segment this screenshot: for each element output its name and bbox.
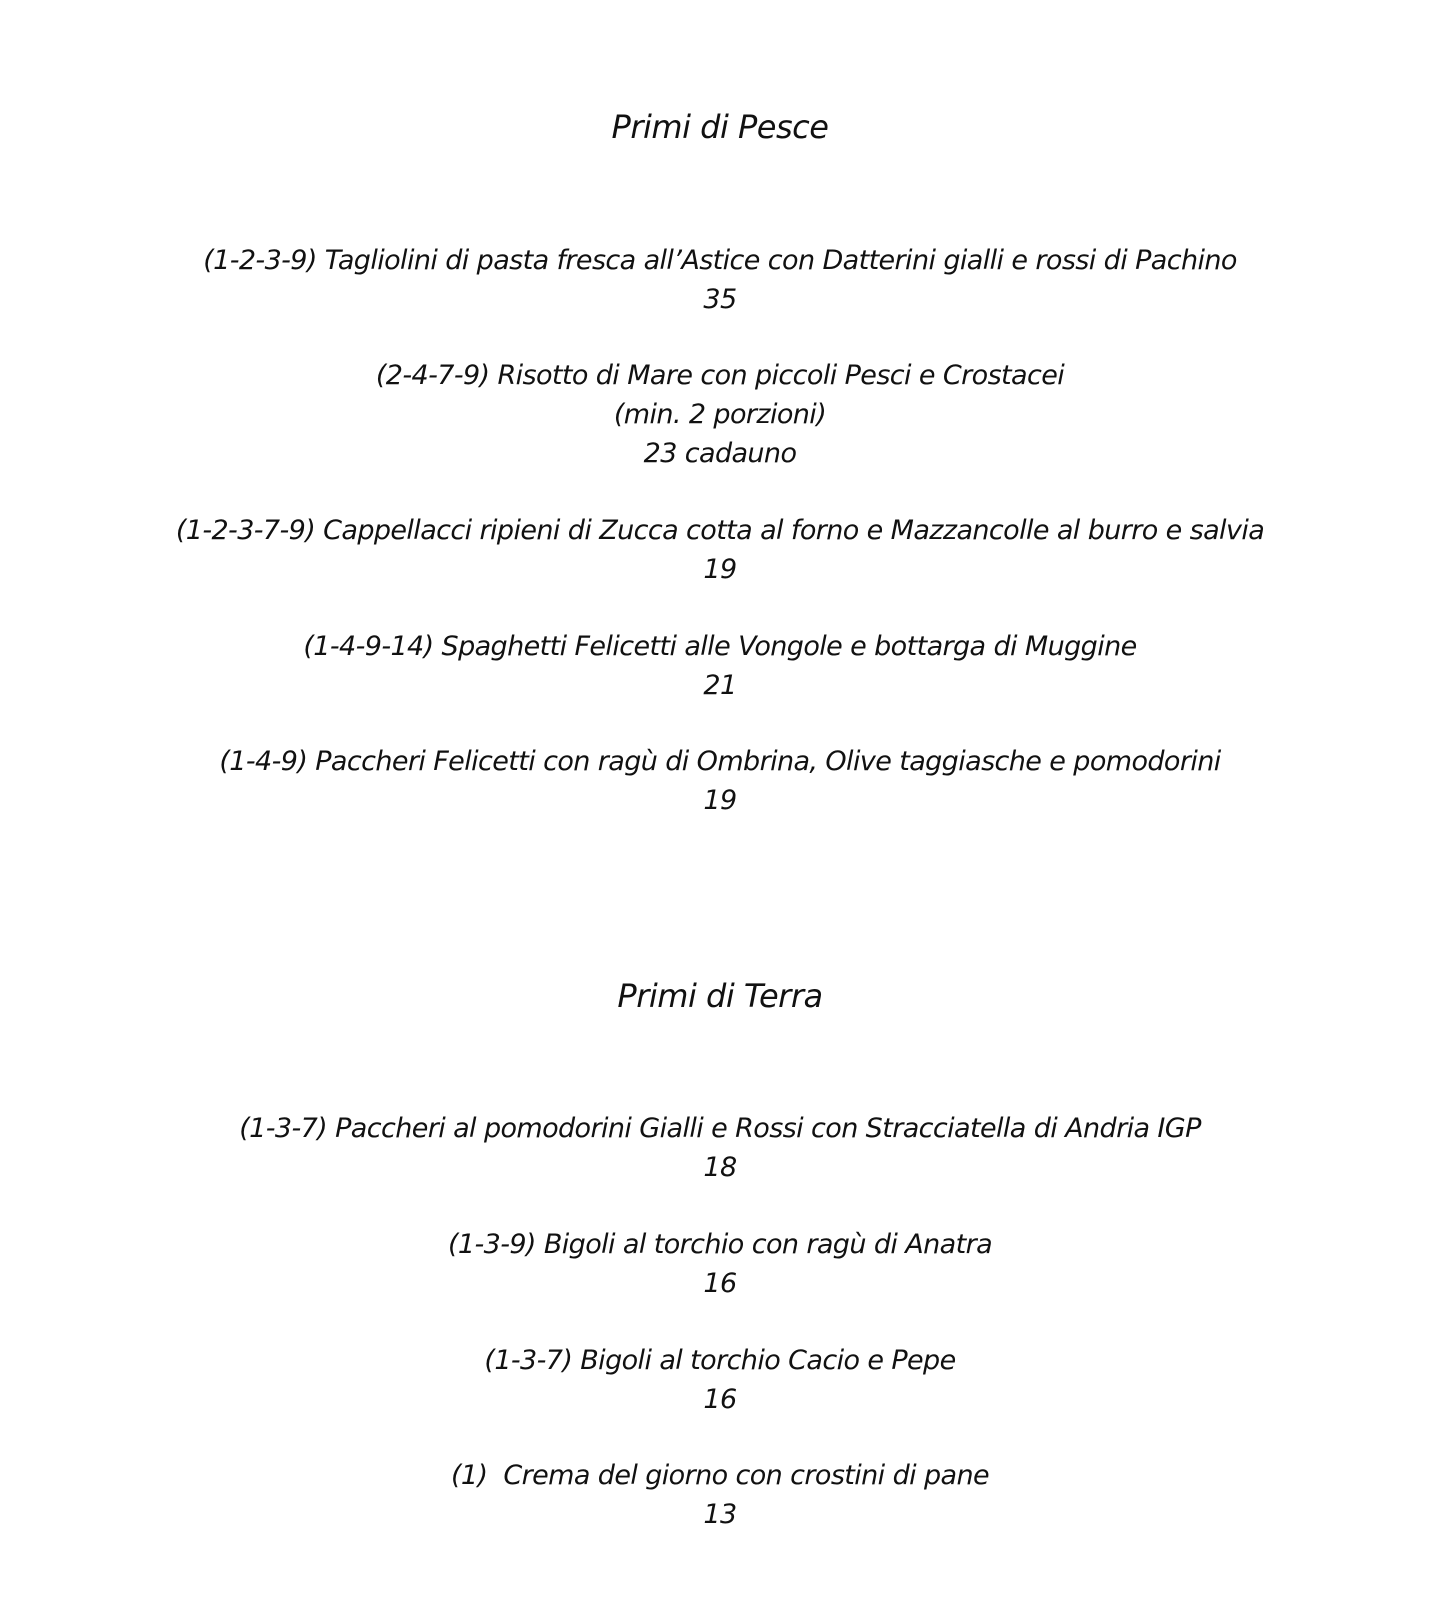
dish-price: 19 [703,785,737,816]
dish-name: (1-3-7) Bigoli al torchio Cacio e Pepe [484,1345,956,1376]
menu-item-bigoli-cacio-pepe [0,1341,1440,1419]
dish-price: 23 cadauno [643,438,797,469]
menu-item-risotto-di-mare [0,356,1440,473]
dish-price: 18 [703,1152,737,1183]
dish-price: 35 [703,284,737,315]
section-title-primi-di-pesce: Primi di Pesce [611,108,829,146]
menu-item-bigoli-anatra [0,1225,1440,1303]
dish-price: 21 [703,670,737,701]
dish-note: (min. 2 porzioni) [613,399,827,430]
menu-item-paccheri-stracciatella [0,1109,1440,1187]
menu-item-tagliolini [0,241,1440,319]
menu-item-cappellacci [0,511,1440,589]
dish-price: 19 [703,554,737,585]
menu-item-spaghetti-vongole [0,627,1440,705]
dish-name: (2-4-7-9) Risotto di Mare con piccoli Pesci e Crostacei [375,360,1065,391]
section-title-primi-di-terra: Primi di Terra [617,977,823,1015]
dish-price: 13 [703,1499,737,1530]
dish-name: (1-3-9) Bigoli al torchio con ragù di Anatra [447,1229,993,1260]
dish-name: (1-2-3-9) Tagliolini di pasta fresca all’Astice con Datterini gialli e rossi di Pachino [203,245,1237,276]
dish-price: 16 [703,1268,737,1299]
dish-name: (1-4-9-14) Spaghetti Felicetti alle Vongole e bottarga di Muggine [303,631,1137,662]
dish-name: (1-3-7) Paccheri al pomodorini Gialli e Rossi con Stracciatella di Andria IGP [239,1113,1201,1144]
menu-item-crema-del-giorno [0,1456,1440,1534]
menu-item-paccheri-ombrina [0,742,1440,820]
dish-name: (1-2-3-7-9) Cappellacci ripieni di Zucca cotta al forno e Mazzancolle al burro e salvia [175,515,1265,546]
dish-name: (1) Crema del giorno con crostini di pane [450,1460,990,1491]
dish-name: (1-4-9) Paccheri Felicetti con ragù di Ombrina, Olive taggiasche e pomodorini [219,746,1221,777]
dish-price: 16 [703,1384,737,1415]
